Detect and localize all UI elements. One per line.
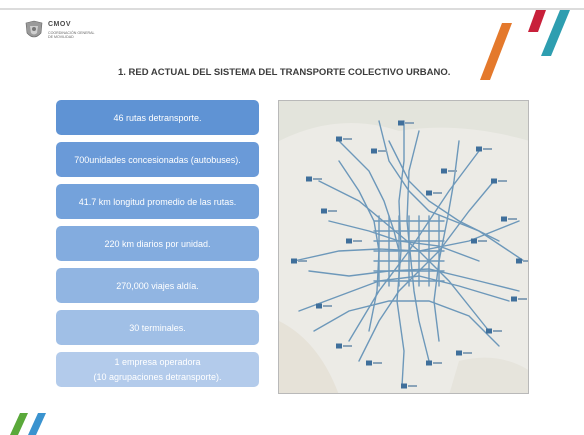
stat-card-text: 700unidades concesionadas (autobuses). (74, 154, 241, 165)
route-network-map (279, 101, 529, 394)
stat-card-text: 1 empresa operadora (114, 357, 201, 367)
terminal-marker-icon (456, 351, 462, 356)
terminal-marker-icon (316, 304, 322, 309)
terminal-marker-icon (511, 297, 517, 302)
org-name-line-2: DE MOVILIDAD (48, 35, 74, 39)
terminal-label-mark (463, 352, 472, 354)
teal-stripe (541, 10, 570, 56)
terminal-marker-icon (336, 137, 342, 142)
brand-stripes-decoration (478, 10, 584, 85)
terminal-label-mark (408, 385, 417, 387)
terminal-label-mark (448, 170, 457, 172)
stats-panel (56, 100, 259, 394)
terminal-label-mark (343, 345, 352, 347)
terminal-label-mark (353, 240, 362, 242)
terminal-marker-icon (401, 384, 407, 389)
terminal-label-mark (483, 148, 492, 150)
terminal-marker-icon (441, 169, 447, 174)
terminal-marker-icon (306, 177, 312, 182)
stat-card (56, 142, 259, 177)
terminal-marker-icon (486, 329, 492, 334)
stat-card-text: 30 terminales. (129, 322, 186, 333)
terminal-marker-icon (336, 344, 342, 349)
transport-network-map (278, 100, 529, 394)
stat-card (56, 226, 259, 261)
stat-card-text: 270,000 viajes aldía. (116, 280, 199, 291)
stat-card (56, 100, 259, 135)
terminal-label-mark (433, 362, 442, 364)
stat-card-text: 41.7 km longitud promedio de las rutas. (78, 196, 237, 207)
green-stripe (10, 413, 28, 435)
stat-card (56, 352, 259, 387)
terminal-label-mark (498, 180, 507, 182)
terminal-label-mark (298, 260, 307, 262)
stat-card-text: 46 rutas detransporte. (113, 112, 202, 123)
terminal-label-mark (373, 362, 382, 364)
terminal-marker-icon (366, 361, 372, 366)
terminal-label-mark (405, 122, 414, 124)
org-abbreviation: CMOV (48, 21, 71, 28)
terminal-marker-icon (346, 239, 352, 244)
footer-stripes-decoration (8, 411, 52, 435)
terminal-label-mark (478, 240, 487, 242)
terminal-label-mark (323, 305, 332, 307)
terminal-marker-icon (471, 239, 477, 244)
terminal-marker-icon (321, 209, 327, 214)
terminal-label-mark (313, 178, 322, 180)
terminal-marker-icon (426, 361, 432, 366)
terminal-marker-icon (501, 217, 507, 222)
stat-card (56, 184, 259, 219)
terminal-marker-icon (291, 259, 297, 264)
terminal-label-mark (493, 330, 502, 332)
terminal-marker-icon (398, 121, 404, 126)
terminal-label-mark (328, 210, 337, 212)
stat-card (56, 268, 259, 303)
cmov-logo (24, 20, 114, 46)
terminal-marker-icon (491, 179, 497, 184)
coat-of-arms-icon (24, 20, 44, 42)
terminal-marker-icon (476, 147, 482, 152)
orange-stripe (480, 23, 512, 80)
blue-stripe (28, 413, 46, 435)
terminal-label-mark (433, 192, 442, 194)
stat-card-text: 220 km diarios por unidad. (104, 238, 211, 249)
terminal-label-mark (343, 138, 352, 140)
terminal-label-mark (518, 298, 527, 300)
terminal-marker-icon (371, 149, 377, 154)
terminal-label-mark (523, 260, 529, 262)
terminal-marker-icon (426, 191, 432, 196)
terminal-label-mark (508, 218, 517, 220)
stat-card-text-secondary: (10 agrupaciones detransporte). (93, 372, 222, 382)
stat-card (56, 310, 259, 345)
red-stripe (528, 10, 546, 32)
terminal-marker-icon (516, 259, 522, 264)
org-name-line-1: COORDINACIÓN GENERAL (48, 31, 95, 35)
slide-title: 1. RED ACTUAL DEL SISTEMA DEL TRANSPORTE COLECTIVO URBANO. (118, 67, 451, 78)
terminal-label-mark (378, 150, 387, 152)
